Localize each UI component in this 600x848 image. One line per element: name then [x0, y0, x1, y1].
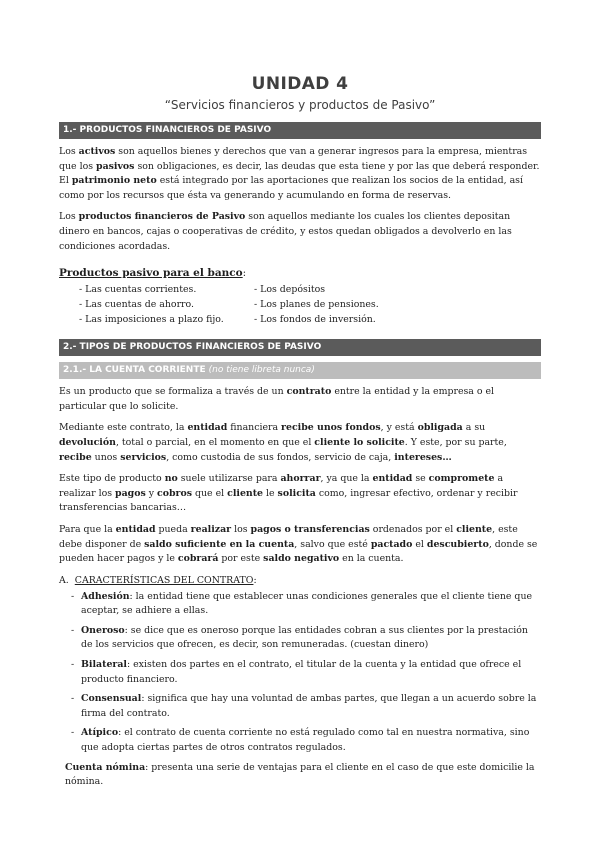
page-title: UNIDAD 4: [251, 74, 349, 94]
paragraph-definicion: Es un producto que se formaliza a través de un contrato entre la entidad y la empresa o el particular que lo solicite.: [59, 386, 495, 412]
paragraph-contrato: Mediante este contrato, la entidad financiera recibe unos fondos, y está obligada a su devolución, total o parcial, en el momento en que el cliente lo solicite. Y este, por su parte, recibe unos servicios, como custodia de sus fondos, servicio de caja, intereses…: [59, 422, 507, 463]
paragraph-productos-pasivo: Los productos financieros de Pasivo son aquellos mediante los cuales los clientes depositan dinero en bancos, cajas o cooperativas de crédito, y estos quedan obligados a devolverlo en las condiciones acordadas.: [59, 211, 512, 252]
page-subtitle: “Servicios financieros y productos de Pasivo”: [164, 98, 436, 112]
paragraph-pagos: Para que la entidad pueda realizar los pagos o transferencias ordenados por el cliente, este debe disponer de saldo suficiente en la cuenta, salvo que esté pactado el descubierto, donde se pueden hacer pagos y le cobrará por este saldo negativo en la cuenta.: [59, 523, 538, 565]
characteristics-list: [71, 590, 541, 756]
paragraph-cuenta-nomina: Cuenta nómina: presenta una serie de ventajas para el cliente en el caso de que este domicilie la nómina.: [65, 761, 535, 788]
list-item: - Los depósitos: [254, 284, 326, 296]
subsection-note: (no tiene libreta nunca): [208, 365, 315, 376]
characteristics-heading: A. CARACTERÍSTICAS DEL CONTRATO:: [59, 574, 257, 586]
list-item: - Las cuentas corrientes.: [79, 284, 197, 296]
list-item: - Atípico: el contrato de cuenta corriente no está regulado como tal en nuestra normativa, sino que adopta ciertas partes de otros contratos regulados.: [71, 727, 530, 754]
list-item: - Consensual: significa que hay una voluntad de ambas partes, que llegan a un acuerdo sobre la firma del contrato.: [71, 693, 537, 719]
section-2-header: 2.- TIPOS DE PRODUCTOS FINANCIEROS DE PASIVO: [59, 339, 541, 356]
list-item: - Las cuentas de ahorro.: [79, 299, 194, 311]
products-list-heading: Productos pasivo para el banco:: [59, 267, 247, 280]
paragraph-activos-pasivos: Los activos son aquellos bienes y derechos que van a generar ingresos para la empresa, mientras que los pasivos son obligaciones, es decir, las deudas que esta tiene y por las que deberá responder. El patrimonio neto está integrado por las aportaciones que realizan los socios de la entidad, así como por los recursos que ésta va generando y acumulando en forma de reservas.: [59, 146, 540, 201]
section-1-header: 1.- PRODUCTOS FINANCIEROS DE PASIVO: [59, 122, 541, 139]
list-item: - Los planes de pensiones.: [254, 299, 379, 311]
list-item: - Oneroso: se dice que es oneroso porque las entidades cobran a sus clientes por la prestación de los servicios que ofrecen, es decir, son remuneradas. (cuestan dinero): [71, 624, 528, 651]
paragraph-no-ahorro: Este tipo de producto no suele utilizarse para ahorrar, ya que la entidad se compromete a realizar los pagos y cobros que el cliente le solicita como, ingresar efectivo, ordenar y recibir transferencias bancarias…: [59, 473, 518, 514]
list-item: - Bilateral: existen dos partes en el contrato, el titular de la cuenta y la entidad que ofrece el producto financiero.: [71, 659, 522, 685]
products-list: [79, 282, 541, 327]
list-item: - Adhesión: la entidad tiene que establecer unas condiciones generales que el cliente tiene que aceptar, se adhiere a ellas.: [71, 590, 533, 617]
list-item: - Los fondos de inversión.: [254, 314, 376, 326]
list-item: - Las imposiciones a plazo fijo.: [79, 314, 224, 326]
subsection-2-1-header: 2.1.- LA CUENTA CORRIENTE (no tiene libreta nunca): [59, 362, 541, 379]
